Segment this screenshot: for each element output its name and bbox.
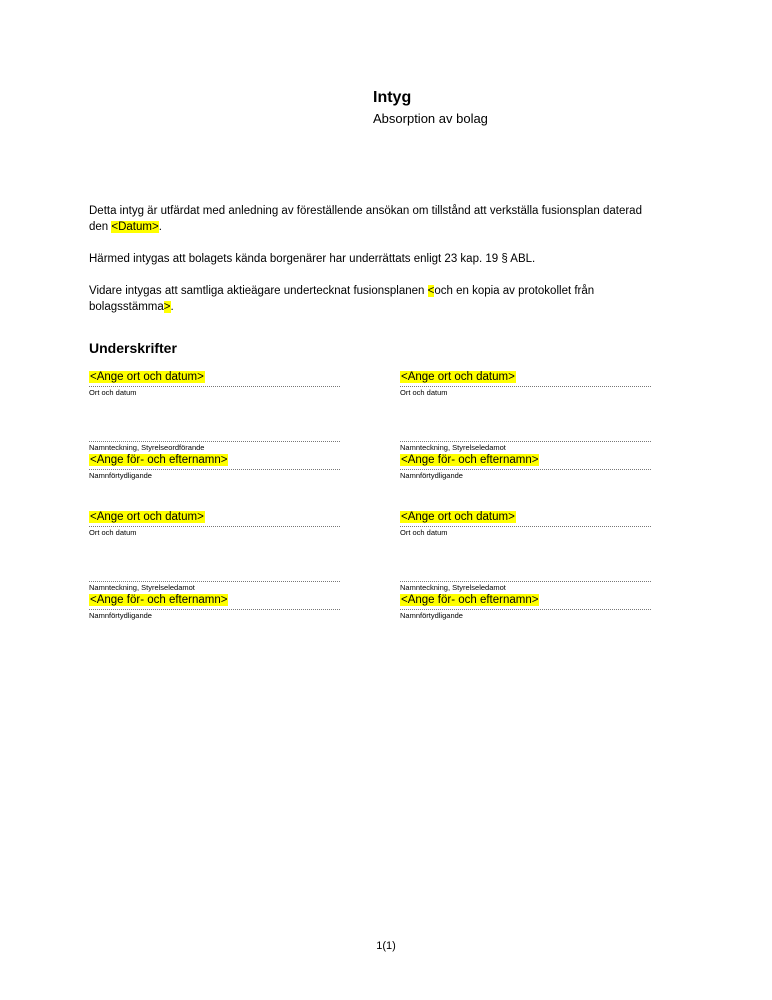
- place-date-caption-2: Ort och datum: [400, 388, 448, 397]
- name-rule-4: [400, 609, 651, 610]
- signature-block-2: [400, 370, 651, 481]
- paragraph-1-post: .: [158, 221, 162, 233]
- signature-space-3[interactable]: [89, 538, 340, 580]
- place-date-field-1[interactable]: [89, 370, 340, 385]
- paragraph-3-post: .: [170, 301, 174, 313]
- signature-space-2[interactable]: [400, 398, 651, 440]
- paragraph-1-text: Detta intyg är utfärdat med anledning av föreställende ansökan om tillstånd att verkställa fusionsplan daterad den: [89, 205, 642, 233]
- signatures-heading: Underskrifter: [89, 340, 177, 356]
- name-caption-3: Namnförtydligande: [89, 611, 152, 620]
- name-field-3[interactable]: [89, 593, 340, 608]
- place-date-field-2[interactable]: [400, 370, 651, 385]
- name-value-2: <Ange för- och efternamn>: [401, 454, 539, 466]
- paragraph-3-highlight-open: <: [427, 285, 435, 297]
- document-body: [89, 203, 651, 315]
- place-date-field-4[interactable]: [400, 510, 651, 525]
- signature-grid: [89, 370, 651, 621]
- place-date-caption-1: Ort och datum: [89, 388, 137, 397]
- signature-row-1: [89, 370, 651, 481]
- place-date-value-2: <Ange ort och datum>: [401, 371, 515, 383]
- signature-space-4[interactable]: [400, 538, 651, 580]
- paragraph-3-text: Vidare intygas att samtliga aktieägare undertecknat fusionsplanen: [89, 285, 428, 297]
- paragraph-1-highlight: <Datum>: [111, 221, 159, 233]
- name-field-2[interactable]: [400, 453, 651, 468]
- paragraph-2: [89, 251, 651, 267]
- place-date-caption-3: Ort och datum: [89, 528, 137, 537]
- name-rule-1: [89, 469, 340, 470]
- place-date-value-3: <Ange ort och datum>: [90, 511, 204, 523]
- place-date-rule-1: [89, 386, 340, 387]
- place-date-rule-2: [400, 386, 651, 387]
- signature-block-3: [89, 510, 340, 621]
- name-caption-1: Namnförtydligande: [89, 471, 152, 480]
- paragraph-3-highlight-close: >: [163, 301, 171, 313]
- name-value-3: <Ange för- och efternamn>: [90, 594, 228, 606]
- name-caption-4: Namnförtydligande: [400, 611, 463, 620]
- signature-rule-2: [400, 441, 651, 442]
- page-subtitle: Absorption av bolag: [373, 111, 488, 126]
- signature-block-1: [89, 370, 340, 481]
- name-caption-2: Namnförtydligande: [400, 471, 463, 480]
- signature-caption-4: Namnteckning, Styrelseledamot: [400, 583, 506, 592]
- paragraph-3-mid: och en kopia av protokollet från bolagsstämma: [89, 285, 595, 313]
- name-rule-3: [89, 609, 340, 610]
- paragraph-1: [89, 203, 651, 235]
- page-number: 1(1): [376, 940, 396, 952]
- name-value-4: <Ange för- och efternamn>: [401, 594, 539, 606]
- place-date-field-3[interactable]: [89, 510, 340, 525]
- name-field-4[interactable]: [400, 593, 651, 608]
- page-title: Intyg: [373, 89, 412, 106]
- signature-caption-1: Namnteckning, Styrelseordförande: [89, 443, 205, 452]
- signature-space-1[interactable]: [89, 398, 340, 440]
- place-date-value-1: <Ange ort och datum>: [90, 371, 204, 383]
- paragraph-2-text: Härmed intygas att bolagets kända borgenärer har underrättats enligt 23 kap. 19 § ABL.: [89, 253, 536, 265]
- signature-rule-1: [89, 441, 340, 442]
- row-spacer: [89, 481, 651, 510]
- place-date-rule-3: [89, 526, 340, 527]
- document-header: [373, 88, 488, 128]
- paragraph-3: [89, 283, 651, 315]
- name-value-1: <Ange för- och efternamn>: [90, 454, 228, 466]
- name-rule-2: [400, 469, 651, 470]
- signature-rule-3: [89, 581, 340, 582]
- place-date-rule-4: [400, 526, 651, 527]
- place-date-value-4: <Ange ort och datum>: [401, 511, 515, 523]
- signature-rule-4: [400, 581, 651, 582]
- signature-caption-2: Namnteckning, Styrelseledamot: [400, 443, 506, 452]
- signature-row-2: [89, 510, 651, 621]
- signature-caption-3: Namnteckning, Styrelseledamot: [89, 583, 195, 592]
- place-date-caption-4: Ort och datum: [400, 528, 448, 537]
- name-field-1[interactable]: [89, 453, 340, 468]
- signature-block-4: [400, 510, 651, 621]
